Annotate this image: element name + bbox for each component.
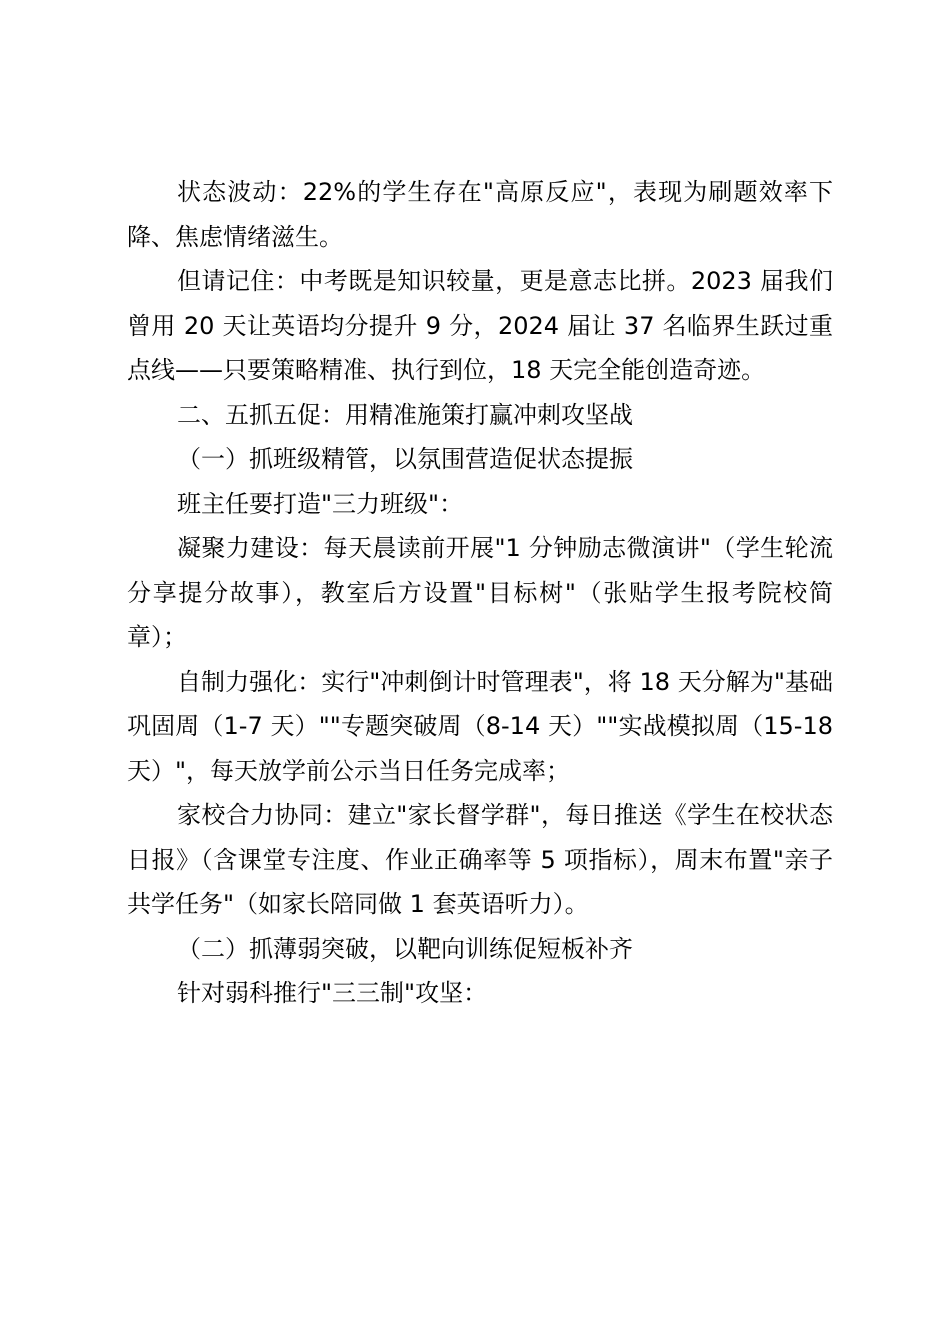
- paragraph-three-power-class: 班主任要打造"三力班级"：: [177, 489, 464, 518]
- paragraph-weak-subjects: 针对弱科推行"三三制"攻坚：: [177, 979, 488, 1007]
- paragraph-self-control: 自制力强化：实行"冲刺倒计时管理表"，将 18 天分解为"基础巩固周（1-7 天）""专题突破周（8-14 天）""实战模拟周（15-18 天）"，每天放学前公示当日任务完成率；: [127, 667, 833, 785]
- paragraph-remember: 但请记住：中考既是知识较量，更是意志比拼。2023 届我们曾用 20 天让英语均分提升 9 分，2024 届让 37 名临界生跃过重点线——只要策略精准、执行到位，18 天完全能创造奇迹。: [127, 267, 833, 384]
- paragraph-home-school: 家校合力协同：建立"家长督学群"，每日推送《学生在校状态日报》（含课堂专注度、作业正确率等 5 项指标），周末布置"亲子共学任务"（如家长陪同做 1 套英语听力）。: [127, 801, 833, 918]
- paragraph-cohesion: 凝聚力建设：每天晨读前开展"1 分钟励志微演讲"（学生轮流分享提分故事），教室后方设置"目标树"（张贴学生报考院校简章）；: [127, 534, 833, 651]
- document-page: [127, 170, 833, 1016]
- subsection-heading-one: （一）抓班级精管，以氛围营造促状态提振: [177, 445, 633, 473]
- paragraph-state-fluctuation: 状态波动：22%的学生存在"高原反应"，表现为刷题效率下降、焦虑情绪滋生。: [127, 178, 833, 251]
- subsection-heading-two: （二）抓薄弱突破，以靶向训练促短板补齐: [177, 934, 633, 963]
- section-heading-two: 二、五抓五促：用精准施策打赢冲刺攻坚战: [177, 400, 633, 429]
